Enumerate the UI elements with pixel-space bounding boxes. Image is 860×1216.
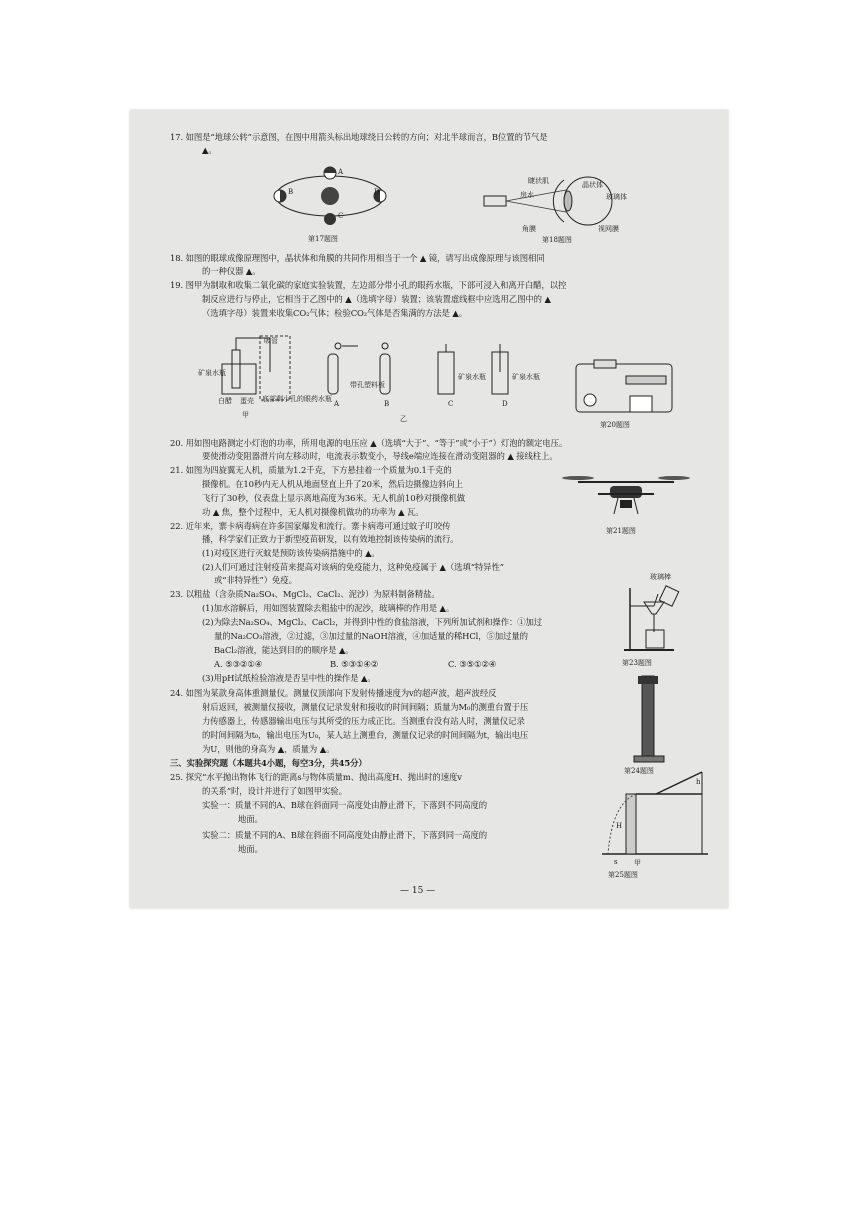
q19-line-1: 19. 图甲为制取和收集二氧化碳的家庭实验装置，左边部分带小孔的眼药水瓶，下部可浸入和离开白醋，以控 [170, 280, 567, 290]
q20-line-1: 20. 用如图电路测定小灯泡的功率，所用电源的电压应 ▲（选填“大于”、“等于”或“小于”）灯泡的额定电压。 [170, 438, 568, 448]
q24-line-3: 力传感器上，传感器输出电压与其所受的压力成正比。当测重台没有站人时，测量仪记录 [202, 716, 525, 726]
q25-line-6: 地面。 [238, 844, 263, 854]
q21-line-4: 功 ▲ 焦，整个过程中，无人机对摄像机做功的功率为 ▲ 瓦。 [202, 507, 424, 517]
fig25-caption: 第25题图 [608, 871, 638, 879]
page-number: — 15 — [400, 886, 436, 896]
height-scale-figure [628, 672, 672, 764]
fig18-caption: 第18题图 [542, 236, 572, 244]
q21-line-2: 摄像机。在10秒内无人机从地面竖直上升了20米，然后边摄像边斜向上 [202, 479, 463, 489]
label-dropper-bottle: 底部剩小孔的眼药水瓶 [262, 395, 332, 403]
label-vinegar: 白醋 [218, 397, 232, 405]
drone-figure [558, 464, 694, 520]
label-bottle: 矿泉水瓶 [198, 369, 226, 377]
q21-line-1: 21. 如图为四旋翼无人机，质量为1.2千克，下方悬挂着一个质量为0.1千克的 [170, 465, 452, 475]
q18-line-2: 的一种仪器 ▲。 [202, 266, 261, 276]
label-glass-rod: 玻璃棒 [650, 573, 671, 581]
q23-option-b: B. ⑤③①④② [330, 659, 379, 669]
eye-label-lens: 晶状体 [582, 181, 603, 189]
q22-line-5: 或“非特异性”）免疫。 [214, 575, 297, 585]
q17-line-2: ▲。 [202, 145, 217, 155]
fig17-caption: 第17题图 [308, 235, 338, 243]
q23-option-a: A. ⑤③②①④ [214, 659, 263, 669]
eye-label-cornea: 角膜 [522, 225, 536, 233]
q19-line-2: 制反应进行与停止，它相当于乙图中的 ▲（选填字母）装置；该装置虚线框中应选用乙图中的 ▲ [202, 294, 551, 304]
label-h-large: H [616, 822, 623, 830]
q23-line-3: (2)为除去Na₂SO₄、MgCl₂、CaCl₂，并得到中性的食盐溶液，下列所加试剂和操作：①加过 [202, 617, 543, 627]
q23-line-4: 量的Na₂CO₃溶液，②过滤，③加过量的NaOH溶液，④加适量的稀HCl，⑤加过量的 [214, 631, 528, 641]
label-plate: 带孔塑料板 [350, 381, 385, 389]
eye-label-retina: 视网膜 [598, 225, 619, 233]
q23-option-c: C. ③⑤①②④ [448, 659, 497, 669]
filter-figure [614, 580, 688, 654]
label-c: C [338, 212, 344, 220]
label-app-b: B [384, 400, 390, 408]
label-jia: 甲 [242, 411, 249, 419]
q20-line-2: 要使滑动变阻器滑片向左移动时，电流表示数变小，导线e端应连接在滑动变阻器的 ▲ 接线柱上。 [202, 451, 558, 461]
q19-line-3: （选填字母）装置来收集CO₂气体；检验CO₂气体是否集满的方法是 ▲。 [202, 308, 467, 318]
q22-line-1: 22. 近年来，寨卡病毒病在许多国家爆发和流行。寨卡病毒可通过蚊子叮咬传 [170, 521, 451, 531]
q24-line-5: 为U，则他的身高为 ▲，质量为 ▲。 [202, 744, 335, 754]
q22-line-3: (1)对疫区进行灭蚊是预防该传染病措施中的 ▲。 [202, 548, 380, 558]
label-jia-25: 甲 [634, 859, 641, 867]
q24-line-2: 射后返回，被测量仪接收，测量仪记录发射和接收的时间间隔；质量为M₀的测重台置于压 [202, 702, 529, 712]
q24-line-1: 24. 如图为某款身高体重测量仪。测量仪顶部向下发射传播速度为v的超声波，超声波经反 [170, 688, 497, 698]
eye-label-vitreous: 玻璃体 [606, 193, 627, 201]
fig21-caption: 第21题图 [606, 527, 636, 535]
q25-line-1: 25. 探究“水平抛出物体飞行的距离s与物体质量m、抛出高度H、抛出时的速度v [170, 772, 462, 782]
label-b: B [288, 188, 294, 196]
q25-line-5: 实验二：质量不同的A、B球在斜面不同高度处由静止滑下，下落到同一高度的 [202, 830, 488, 840]
label-bottle-c: 矿泉水瓶 [458, 373, 486, 381]
q22-line-4: (2)人们可通过注射疫苗来提高对该病的免疫能力，这种免疫属于 ▲（选填“特异性” [202, 562, 504, 572]
q21-line-3: 飞行了30秒，仪表盘上显示离地高度为36米。无人机前10秒对摄像机做 [202, 493, 466, 503]
fig24-caption: 第24题图 [624, 767, 654, 775]
q25-line-2: 的关系”时，设计并进行了如图甲实验。 [202, 786, 347, 796]
eye-label-aqueous: 房水 [520, 191, 534, 199]
q24-line-4: 的时间间隔为t₀，输出电压为U₀，某人站上测重台，测量仪记录的时间间隔为t，输出电压 [202, 730, 529, 740]
fig20-caption: 第20题图 [600, 421, 630, 429]
q25-line-4: 地面。 [238, 814, 263, 824]
eye-label-ciliary: 睫状肌 [528, 177, 549, 185]
q23-line-6: (3)用pH试纸检验溶液是否呈中性的操作是 ▲。 [202, 673, 376, 683]
q23-line-1: 23. 以粗盐（含杂质Na₂SO₄、MgCl₂、CaCl₂、泥沙）为原料制备精盐。 [170, 589, 440, 599]
q17-line-1: 17. 如图是“地球公转”示意图，在图中用箭头标出地球绕日公转的方向；对北半球而言，B位置的节气是 [170, 132, 548, 142]
label-d: D [374, 188, 380, 196]
q18-line-1: 18. 如图的眼球成像原理图中，晶状体和角膜的共同作用相当于一个 ▲ 镜，请写出成像原理与该图相同 [170, 253, 545, 263]
q22-line-2: 播，科学家们正致力于新型疫苗研发，以有效地控制该传染病的流行。 [202, 534, 459, 544]
q25-line-3: 实验一：质量不同的A、B球在斜面同一高度处由静止滑下，下落到不同高度的 [202, 800, 488, 810]
q23-line-2: (1)加水溶解后，用如图装置除去粗盐中的泥沙，玻璃棒的作用是 ▲。 [202, 603, 455, 613]
fig23-caption: 第23题图 [622, 659, 652, 667]
label-yi: 乙 [400, 415, 407, 423]
label-app-d: D [502, 400, 508, 408]
q23-line-5: BaCl₂溶液，能达到目的的顺序是 ▲。 [214, 645, 354, 655]
exam-page [130, 110, 728, 908]
label-h-small: h [696, 778, 701, 786]
label-a: A [338, 168, 344, 176]
label-straw: 吸管 [264, 337, 278, 345]
section-3-heading: 三、实验探究题（本题共4小题，每空3分，共45分） [170, 758, 367, 768]
circuit-figure [570, 358, 678, 418]
label-eggshell: 蛋壳 [240, 397, 254, 405]
label-bottle-d: 矿泉水瓶 [512, 373, 540, 381]
label-app-a: A [334, 400, 340, 408]
label-app-c: C [448, 400, 454, 408]
label-s: s [614, 858, 618, 866]
